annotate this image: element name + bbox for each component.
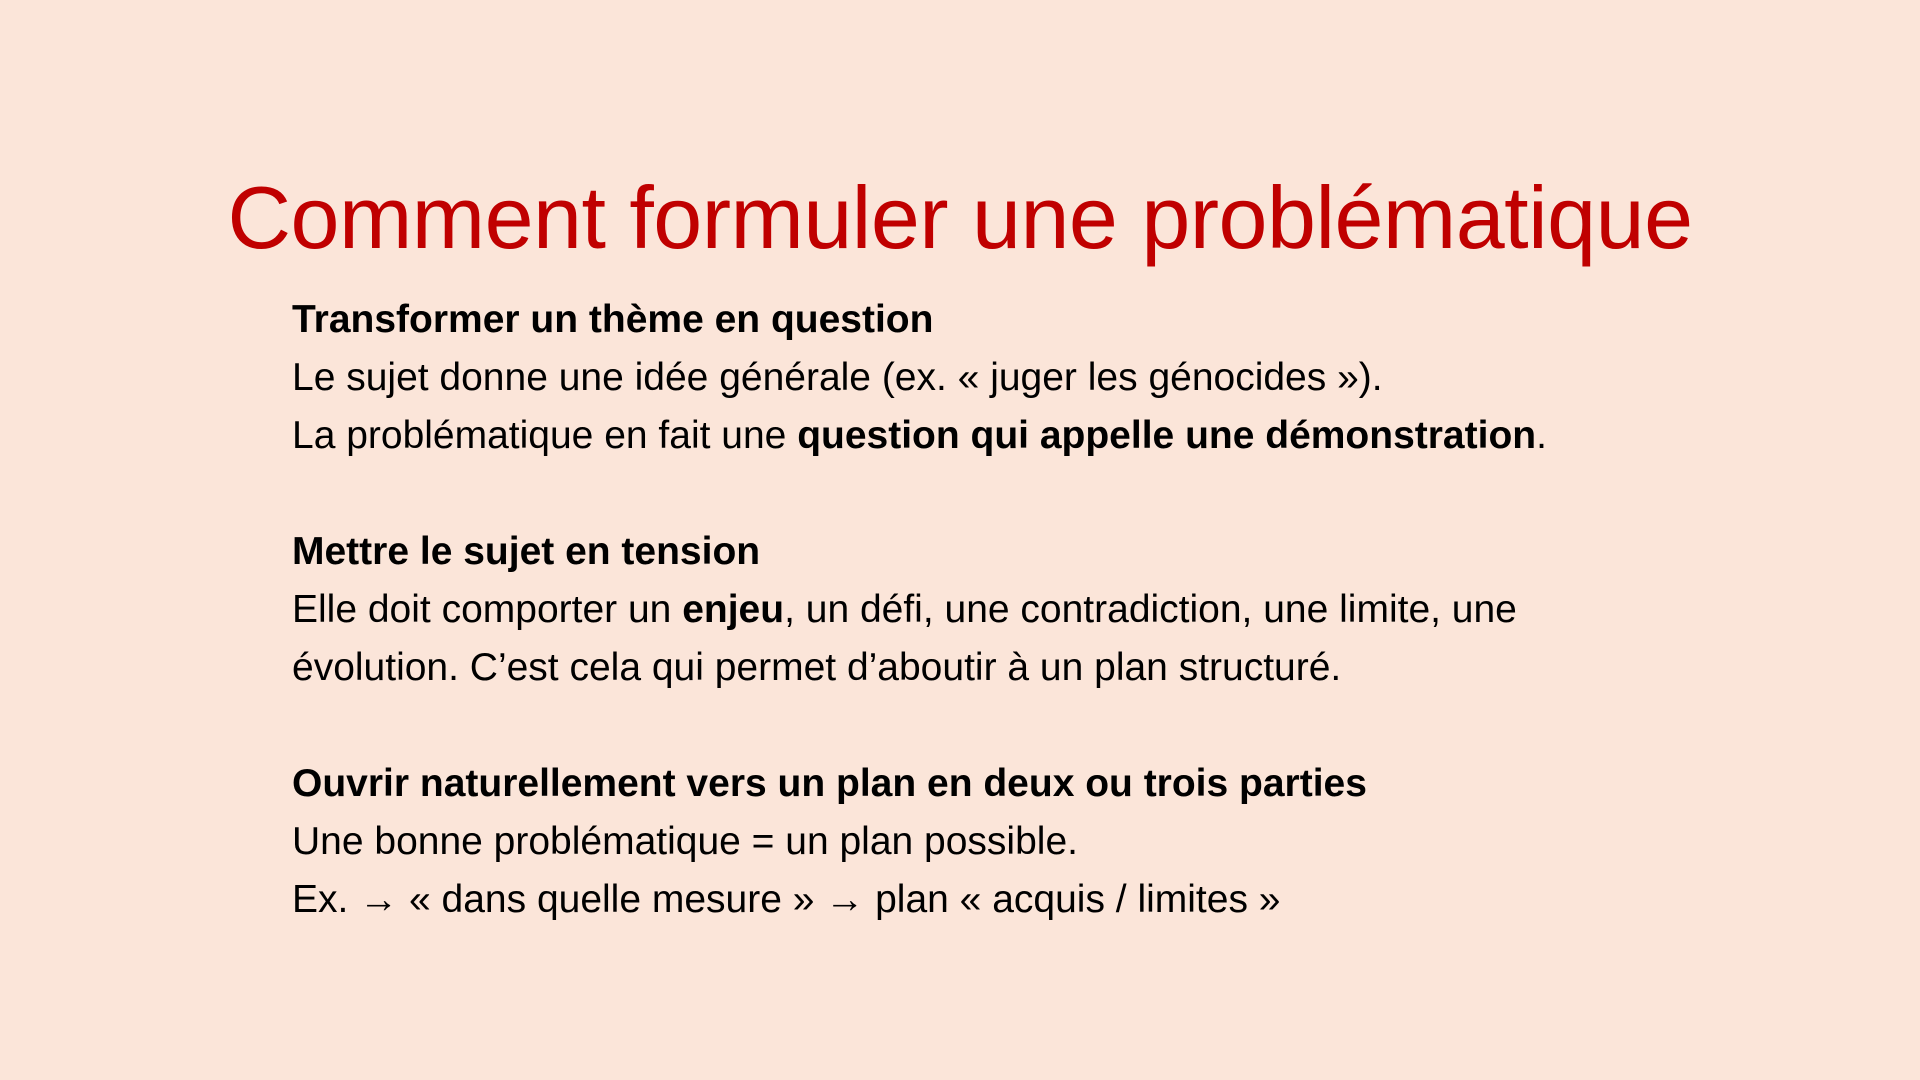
- paragraph-gap: [292, 465, 1752, 523]
- section-heading: Mettre le sujet en tension: [292, 530, 761, 573]
- text-segment: Elle doit comporter un: [292, 588, 683, 631]
- emphasis-text: enjeu: [682, 588, 785, 631]
- section-text-line: [292, 581, 1752, 639]
- text-segment: .: [1536, 414, 1547, 457]
- section-heading: Transformer un thème en question: [292, 298, 934, 341]
- paragraph-gap: [292, 697, 1752, 755]
- text-segment: La problématique en fait une: [292, 414, 798, 457]
- section-tension: [292, 523, 1752, 697]
- section-text-line: [292, 407, 1752, 465]
- emphasis-text: question qui appelle une démonstration: [797, 414, 1537, 457]
- section-heading: Ouvrir naturellement vers un plan en deux ou trois parties: [292, 762, 1367, 805]
- slide-content: [292, 291, 1752, 929]
- text-segment: , un défi, une contradiction, une limite, une: [784, 588, 1517, 631]
- section-plan: [292, 755, 1752, 929]
- section-text-line: Une bonne problématique = un plan possible.: [292, 820, 1078, 863]
- section-text-line: évolution. C’est cela qui permet d’aboutir à un plan structuré.: [292, 646, 1342, 689]
- slide-title: Comment formuler une problématique: [227, 168, 1693, 267]
- section-transformer: [292, 291, 1752, 465]
- section-text-line: Ex. → « dans quelle mesure » → plan « acquis / limites »: [292, 878, 1281, 921]
- section-text-line: Le sujet donne une idée générale (ex. « juger les génocides »).: [292, 356, 1383, 399]
